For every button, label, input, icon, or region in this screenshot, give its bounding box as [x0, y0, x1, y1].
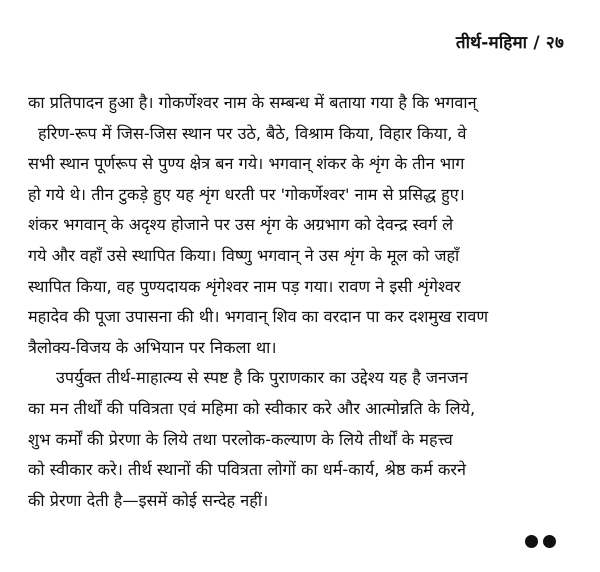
paragraph-1-line-3: सभी स्थान पूर्णरूप से पुण्य क्षेत्र बन गये। भगवान् शंकर के शृंग के तीन भाग [28, 154, 465, 174]
paragraph-1-line-2: हरिण-रूप में जिस-जिस स्थान पर उठे, बैठे, विश्राम किया, विहार किया, वे [38, 123, 467, 143]
ornament-dot-icon [525, 535, 538, 548]
running-head: तीर्थ-महिमा / २७ [455, 33, 564, 53]
ornament-dot-icon [543, 535, 556, 548]
paragraph-2-line-4: को स्वीकार करे। तीर्थ स्थानों की पवित्रता लोगों का धर्म-कार्य, श्रेष्ठ कर्म करने [28, 460, 466, 480]
paragraph-1-line-4: हो गये थे। तीन टुकड़े हुए यह शृंग धरती पर 'गोकर्णेश्वर' नाम से प्रसिद्ध हुए। [28, 184, 465, 204]
paragraph-2-line-1: उपर्युक्त तीर्थ-माहात्म्य से स्पष्ट है कि पुराणकार का उद्देश्य यह है जनजन [56, 368, 468, 388]
paragraph-2-line-5: की प्रेरणा देती है—इसमें कोई सन्देह नहीं। [28, 490, 269, 510]
paragraph-1-line-8: महादेव की पूजा उपासना की थी। भगवान् शिव का वरदान पा कर दशमुख रावण [28, 307, 489, 327]
paragraph-1-line-7: स्थापित किया, वह पुण्यदायक शृंगेश्वर नाम पड़ गया। रावण ने इसी शृंगेश्वर [28, 276, 461, 296]
paragraph-1-line-6: गये और वहाँ उसे स्थापित किया। विष्णु भगवान् ने उस शृंग के मूल को जहाँ [28, 245, 460, 265]
paragraph-2-line-3: शुभ कर्मों की प्रेरणा के लिये तथा परलोक-कल्याण के लिये तीर्थों के महत्त्व [28, 429, 453, 449]
body-text [28, 88, 576, 516]
paragraph-1-line-9: त्रैलोक्य-विजय के अभियान पर निकला था। [28, 337, 277, 357]
paragraph-1-line-1: का प्रतिपादन हुआ है। गोकर्णेश्वर नाम के सम्बन्ध में बताया गया है कि भगवान् [28, 93, 477, 112]
end-ornament [525, 535, 556, 548]
paragraph-1-line-5: शंकर भगवान् के अदृश्य होजाने पर उस शृंग के अग्रभाग को देवन्द्र स्वर्ग ले [28, 215, 454, 235]
paragraph-2-line-2: का मन तीर्थों की पवित्रता एवं महिमा को स्वीकार करे और आत्मोन्नति के लिये, [28, 398, 476, 418]
